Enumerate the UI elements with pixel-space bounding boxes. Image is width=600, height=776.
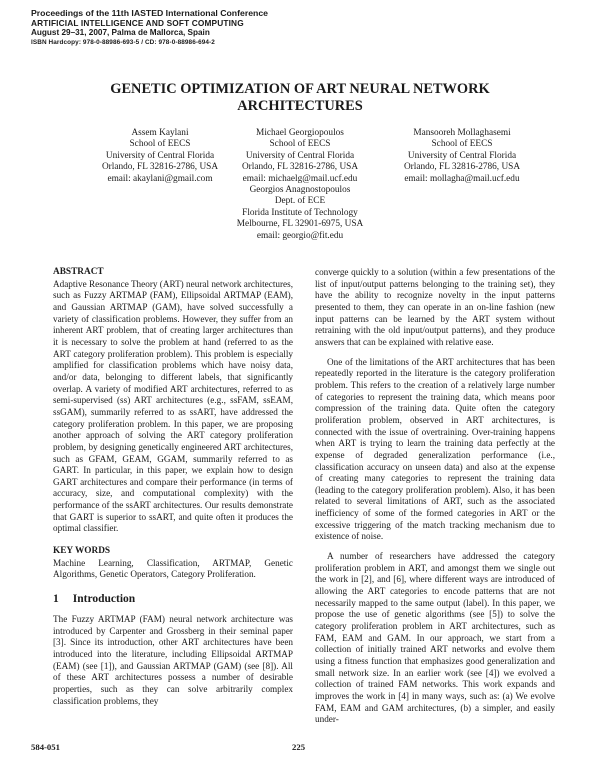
author-institution: University of Central Florida [105, 150, 215, 161]
author-dept: Dept. of ECE [274, 196, 326, 207]
title-line-2: ARCHITECTURES [237, 98, 363, 114]
keywords-text: Machine Learning, Classification, ARTMAP, Genetic Algorithms, Genetic Operators, Category Proliferation. [53, 557, 293, 580]
author-dept: School of EECS [129, 139, 191, 150]
intro-heading-text: Introduction [72, 593, 136, 606]
author-name: Assem Kaylani [131, 128, 189, 138]
abstract-heading: ABSTRACT [53, 267, 104, 277]
page-number: 225 [292, 742, 306, 752]
author-address: Orlando, FL 32816-2786, USA [241, 162, 359, 173]
paper-id: 584-051 [31, 742, 60, 752]
header-line-1: Proceedings of the 11th IASTED International Conference [31, 8, 269, 18]
abstract-text: Adaptive Resonance Theory (ART) neural network architectures, such as Fuzzy ARTMAP (FAM), Ellipsoidal ARTMAP (EAM), and Gaussian ARTMAP (GAM), have solved successfully a variety of classification problems. However, they suffer from an inherent ART problem, that of creating larger architectures than it is necessary to solve the problem at hand (referred to as the ART category proliferation problem). This problem is especially amplified for classification problems which have noisy data, and/or data, belonging to different labels, that significantly overlap. A variety of modified ART architectures, referred to as semi-supervised (ss) ART architectures (e.g., ssFAM, ssEAM, ssGAM), summarily referred to as ssART, have addressed the category proliferation problem. In this paper, we are proposing another approach of solving the ART category proliferation problem, by designing genetically engineered ART architectures, such as GFAM, GEAM, GGAM, summarily referred to as GART. In particular, in this paper, we explain how to design GART architectures and compare their performance (in terms of accuracy, size, and computational complexity) with the performance of the ssART architectures. Our results demonstrate that GART is superior to ssART, and quite often it produces the optimal classifier. [53, 278, 293, 534]
intro-section-number: 1 [53, 593, 59, 606]
author-name: Georgios Anagnostopoulos [249, 185, 351, 196]
author-institution: Florida Institute of Technology [242, 207, 358, 218]
right-column [315, 267, 555, 726]
author-email: email: georgio@fit.edu [256, 230, 344, 241]
keywords-heading: KEY WORDS [53, 546, 111, 557]
author-institution: University of Central Florida [245, 150, 355, 161]
conference-header [31, 9, 268, 47]
author-email: email: michaelg@mail.ucf.edu [242, 173, 358, 184]
author-address: Orlando, FL 32816-2786, USA [403, 162, 521, 173]
author-name: Mansooreh Mollaghasemi [413, 128, 511, 138]
author-email: email: akaylani@gmail.com [107, 173, 213, 184]
header-line-2: ARTIFICIAL INTELLIGENCE AND SOFT COMPUTING [31, 17, 244, 28]
author-email: email: mollagha@mail.ucf.edu [404, 173, 520, 184]
author-dept: School of EECS [269, 139, 331, 150]
intro-paragraph-1: The Fuzzy ARTMAP (FAM) neural network architecture was introduced by Carpenter and Grossberg in their seminal paper [3]. Since its introduction, other ART architectures have been introduced into the literature, including Ellipsoidal ARTMAP (EAM) (see [1]), and Gaussian ARTMAP (GAM) (see [8]). All of these ART architectures possess a number of desirable properties, such as they can solve arbitrarily complex classification problems, they [53, 614, 293, 706]
author-name: Michael Georgiopoulos [256, 128, 344, 138]
title-line-1: GENETIC OPTIMIZATION OF ART NEURAL NETWORK [110, 81, 490, 97]
author-dept: School of EECS [431, 139, 493, 150]
author-block [210, 128, 390, 242]
author-address: Melbourne, FL 32901-6975, USA [236, 219, 364, 230]
header-line-4: ISBN Hardcopy: 978-0-88986-693-5 / CD: 978-0-88986-694-2 [31, 38, 215, 46]
paper-title [60, 81, 540, 115]
author-institution: University of Central Florida [407, 150, 517, 161]
left-column [53, 267, 293, 707]
author-block [372, 128, 552, 185]
author-address: Orlando, FL 32816-2786, USA [101, 162, 219, 173]
intro-heading [53, 592, 293, 606]
intro-paragraph-2: One of the limitations of the ART architectures that has been repeatedly reported in the literature is the category proliferation problem. This refers to the creation of a relatively large number of categories to represent the training data, which means poor compression of the training data. Quite often the category proliferation problem, observed in ART architectures, is connected with the issue of overtraining. Over-training happens when ART is trying to learn the training data perfectly at the expense of degraded generalization performance (i.e., classification accuracy on unseen data) and also at the expense of creating many categories to represent the training data (leading to the category proliferation problem). Also, it has been related to several limitations of ART, such as the associated inefficiency of some of the formed categories in ART or the excessive triggering of the match tracking mechanism due to existence of noise. [315, 356, 555, 542]
intro-paragraph-1-continued: converge quickly to a solution (within a few presentations of the list of input/output patterns belonging to the training set), they have the ability to recognize novelty in the input patterns presented to them, they can operate in an on-line fashion (new input patterns can be learned by the ART system without retraining with the old input/output patterns), and they produce answers that can be explained with relative ease. [315, 267, 555, 347]
header-line-3: August 29–31, 2007, Palma de Mallorca, Spain [31, 28, 210, 38]
intro-paragraph-3: A number of researchers have addressed the category proliferation problem in ART, and amongst them we single out the work in [2], and [6], where different ways are introduced of allowing the ART categories to encode patterns that are not necessarily mapped to the same output (label). In this paper, we propose the use of genetic algorithms (see [5]) to solve the category proliferation problem in ART architectures, such as FAM, EAM and GAM. In our approach, we start from a collection of initially trained ART networks and evolve them using a fitness function that emphasizes good generalization and small network size. In an earlier work (see [4]) we evolved a collection of trained FAM networks. This work expands and improves the work in [4] in many ways, such as: (a) We evolve FAM, EAM and GAM architectures, (b) a simpler, and easily under- [315, 551, 555, 725]
